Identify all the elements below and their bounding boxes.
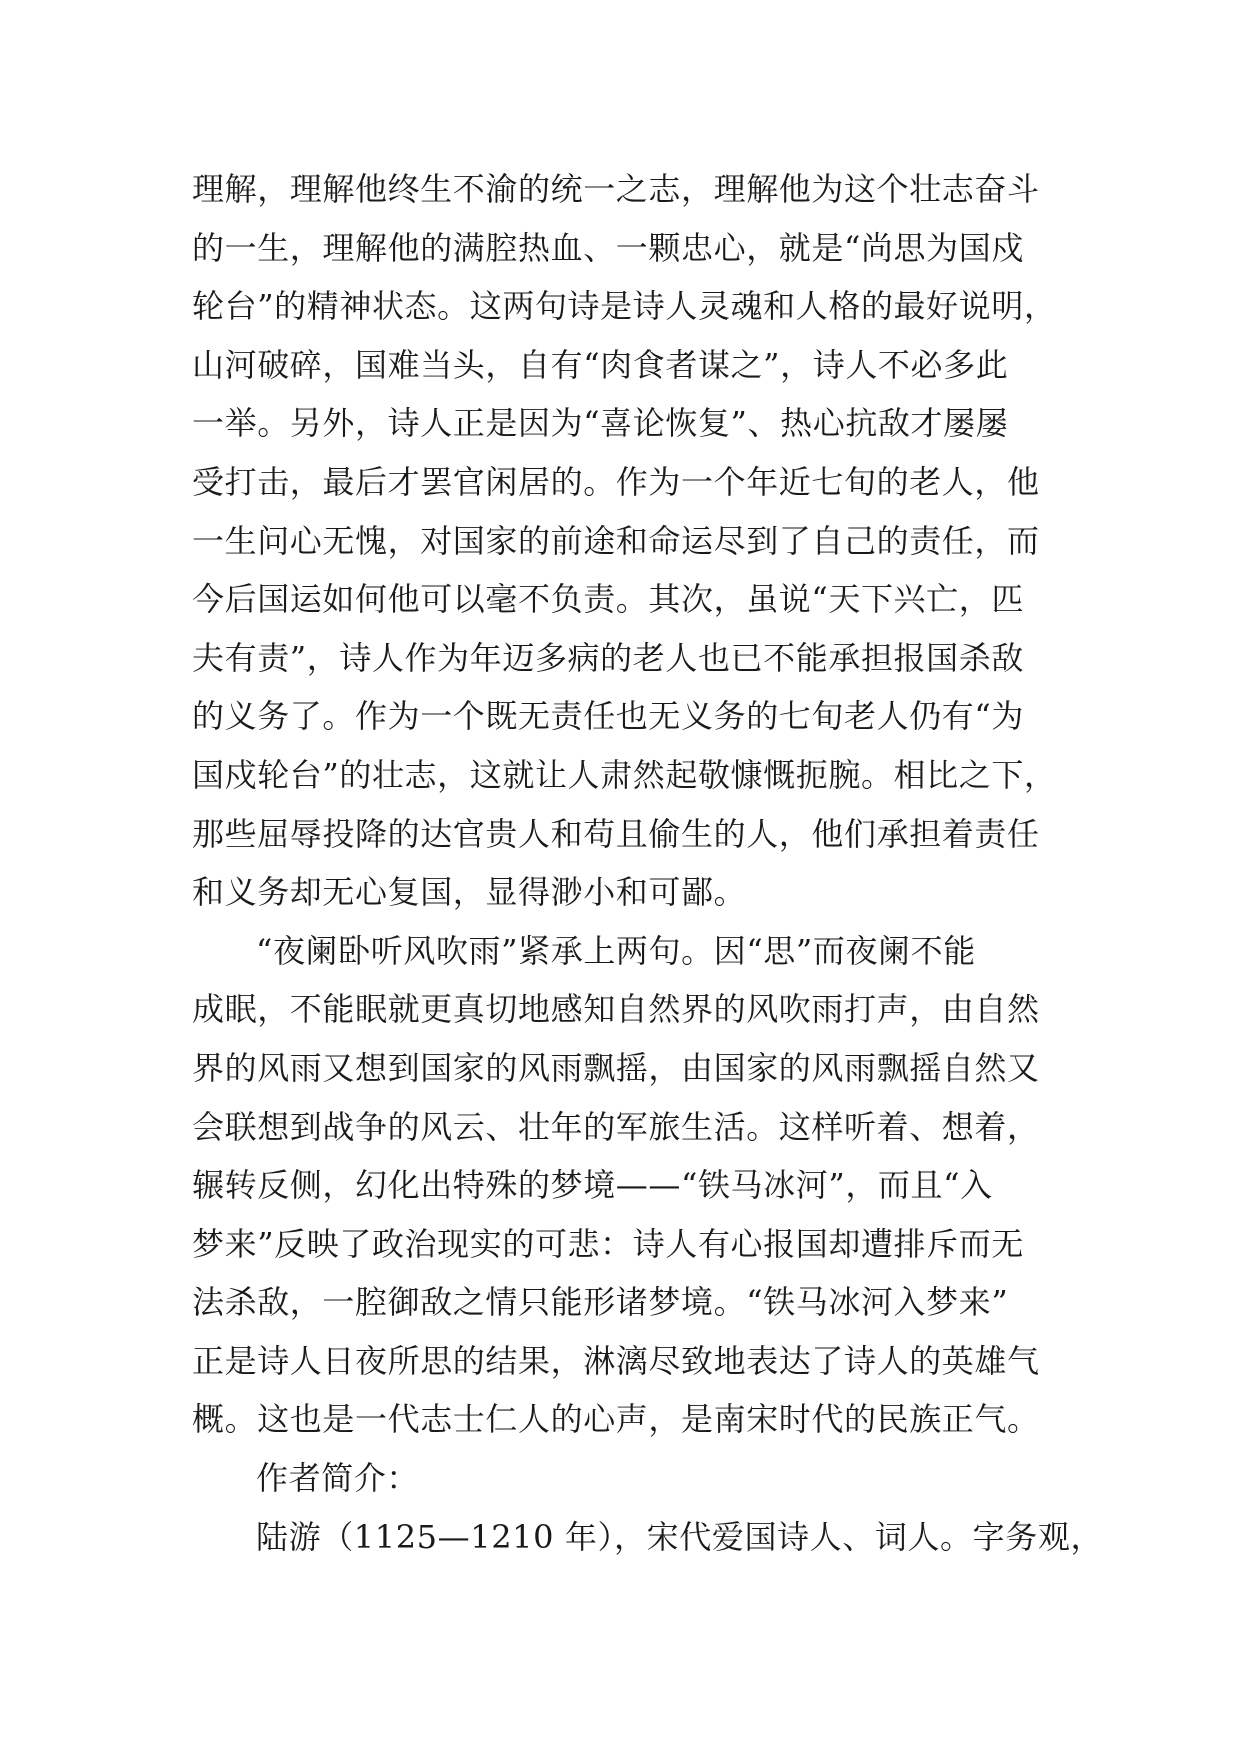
text-line: 那些屈辱投降的达官贵人和苟且偷生的人，他们承担着责任: [192, 814, 1040, 853]
paragraph-analysis-2: [192, 922, 1072, 1449]
text-line: 的一生，理解他的满腔热血、一颗忠心，就是“尚思为国戍: [192, 228, 1024, 267]
text-line: 陆游（1125—1210 年），宋代爱国诗人、词人。字务观，: [256, 1517, 1104, 1556]
text-line: 理解，理解他终生不渝的统一之志，理解他为这个壮志奋斗: [192, 170, 1040, 208]
text-line: 轮台”的精神状态。这两句诗是诗人灵魂和人格的最好说明，: [192, 287, 1057, 326]
text-line: 山河破碎，国难当头，自有“肉食者谋之”，诗人不必多此: [192, 345, 1009, 384]
text-line: 正是诗人日夜所思的结果，淋漓尽致地表达了诗人的英雄气: [192, 1341, 1040, 1380]
document-body: [192, 160, 1104, 1566]
text-line: 的义务了。作为一个既无责任也无义务的七旬老人仍有“为: [192, 697, 1024, 736]
text-line: 受打击，最后才罢官闲居的。作为一个年近七旬的老人，他: [192, 462, 1040, 501]
text-line: 成眠，不能眠就更真切地感知自然界的风吹雨打声，由自然: [192, 990, 1040, 1029]
text-line: 梦来”反映了政治现实的可悲：诗人有心报国却遭排斥而无: [192, 1224, 1024, 1263]
text-line: 法杀敌，一腔御敌之情只能形诸梦境。“铁马冰河入梦来”: [192, 1283, 1009, 1322]
text-line: 辗转反侧，幻化出特殊的梦境——“铁马冰河”，而且“入: [192, 1166, 993, 1205]
text-line: 今后国运如何他可以毫不负责。其次，虽说“天下兴亡，匹: [192, 580, 1024, 619]
text-line: “夜阑卧听风吹雨”紧承上两句。因“思”而夜阑不能: [256, 931, 976, 970]
section-heading: 作者简介：: [256, 1459, 420, 1498]
text-line: 界的风雨又想到国家的风雨飘摇，由国家的风雨飘摇自然又: [192, 1048, 1040, 1087]
text-line: 夫有责”，诗人作为年迈多病的老人也已不能承担报国杀敌: [192, 638, 1024, 677]
paragraph-analysis-1: [192, 160, 1072, 922]
text-line: 概。这也是一代志士仁人的心声，是南宋时代的民族正气。: [192, 1400, 1040, 1439]
text-line: 一生问心无愧，对国家的前途和命运尽到了自己的责任，而: [192, 521, 1040, 560]
text-line: 国戍轮台”的壮志，这就让人肃然起敬慷慨扼腕。相比之下，: [192, 755, 1057, 794]
text-line: 会联想到战争的风云、壮年的军旅生活。这样听着、想着，: [192, 1107, 1040, 1146]
text-line: 一举。另外，诗人正是因为“喜论恢复”、热心抗敌才屡屡: [192, 404, 1009, 443]
text-line: 和义务却无心复国，显得渺小和可鄙。: [192, 873, 747, 912]
author-intro-paragraph: [192, 1508, 1104, 1567]
author-intro-heading: [192, 1449, 1072, 1508]
